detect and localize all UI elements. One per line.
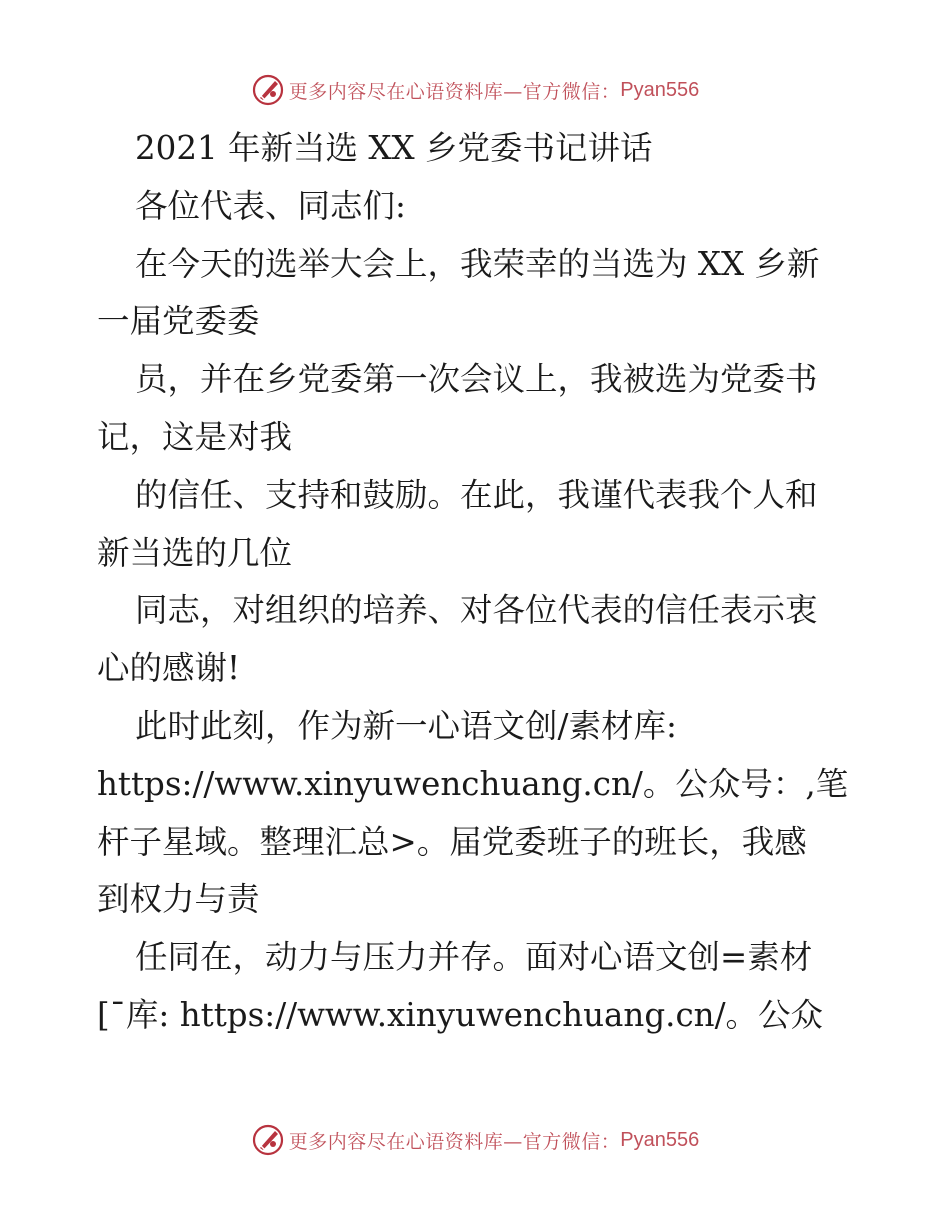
doc-line: 一届党委委 xyxy=(97,302,260,341)
doc-line: 此时此刻，作为新一心语文创/素材库: xyxy=(135,706,677,745)
doc-line: 到权力与责 xyxy=(97,880,260,919)
doc-line: 同志，对组织的培养、对各位代表的信任表示衷 xyxy=(135,591,818,630)
footer-banner-id: Pyan556 xyxy=(620,1128,700,1151)
doc-line: 各位代表、同志们: xyxy=(135,186,406,225)
quill-logo-icon xyxy=(251,73,285,107)
doc-line: 心的感谢! xyxy=(97,649,241,688)
doc-line: 的信任、支持和鼓励。在此，我谨代表我个人和 xyxy=(135,475,818,514)
footer-banner xyxy=(0,1120,950,1160)
header-banner xyxy=(0,70,950,110)
doc-title: 2021 年新当选 XX 乡党委书记讲话 xyxy=(135,129,653,167)
doc-line: [¯库: https://www.xinyuwenchuang.cn/。公众 xyxy=(97,995,824,1034)
doc-line: https://www.xinyuwenchuang.cn/。公众号：,笔 xyxy=(97,764,849,803)
header-banner-id: Pyan556 xyxy=(620,78,700,101)
doc-line: 记，这是对我 xyxy=(97,417,293,456)
doc-line: 新当选的几位 xyxy=(97,533,293,572)
doc-line: 在今天的选举大会上，我荣幸的当选为 XX 乡新 xyxy=(135,244,820,283)
doc-line: 员，并在乡党委第一次会议上，我被选为党委书 xyxy=(135,360,818,399)
doc-line: 任同在，动力与压力并存。面对心语文创=素材 xyxy=(135,938,813,977)
header-banner-text: 更多内容尽在心语资料库—官方微信： xyxy=(288,80,621,103)
footer-banner-text: 更多内容尽在心语资料库—官方微信： xyxy=(288,1130,621,1153)
doc-line: 杆子星域。整理汇总>。届党委班子的班长，我感 xyxy=(97,822,807,861)
document-body xyxy=(97,120,857,1045)
quill-logo-icon xyxy=(251,1123,285,1157)
